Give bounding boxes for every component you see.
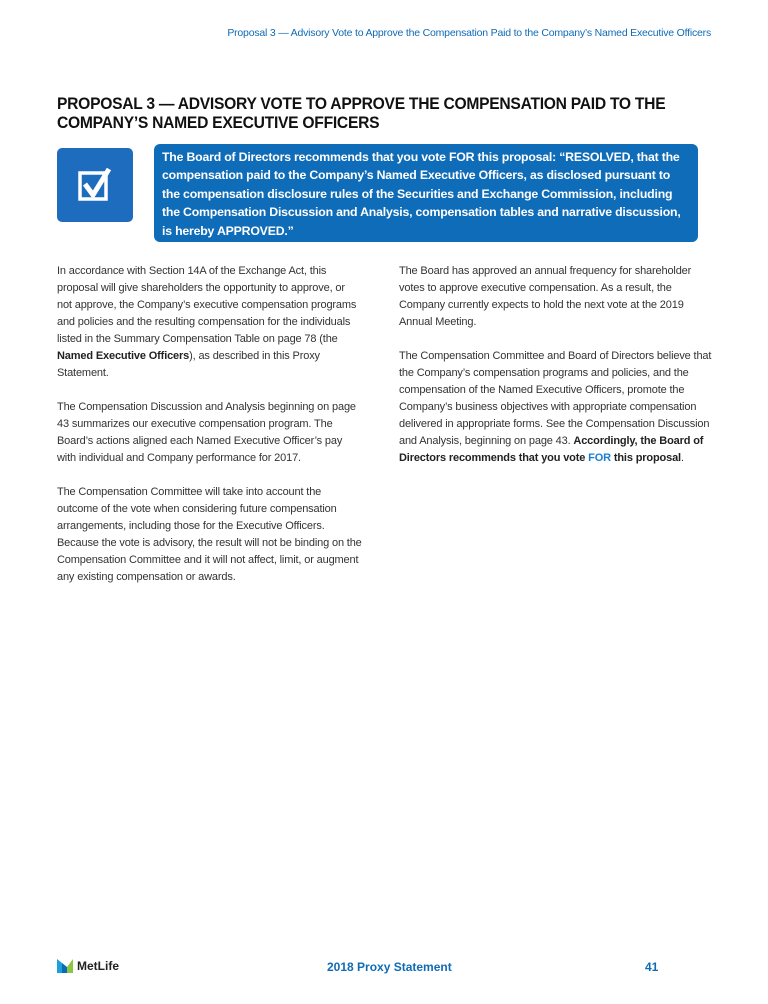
paragraph: The Compensation Discussion and Analysis beginning on page 43 summarizes our executive compensation program. The Board’s actions aligned each Named Executive Officer’s pay with individual and Company performance for 2017. xyxy=(57,401,356,464)
paragraph: The Board has approved an annual frequency for shareholder votes to approve executive compensation. As a result, the Company currently expects to hold the next vote at the 2019 Annual Meeting. xyxy=(399,265,692,328)
text: The Compensation Committee and Board of Directors believe that the Company’s compensation programs and policies, and the compensation of the Named Executive Officers, promote the Company’s business objectives with appropriate compensation delivered in appropriate forms. See the Compensation Discussion and Analysis, beginning on page 43. xyxy=(399,350,712,447)
bold-text: Named Executive Officers xyxy=(57,350,190,362)
checkbox-icon xyxy=(57,148,133,222)
left-column xyxy=(57,263,362,603)
metlife-logo-icon xyxy=(57,959,73,973)
text: . xyxy=(680,452,684,464)
right-column xyxy=(399,263,717,484)
for-highlight: FOR xyxy=(588,452,611,464)
running-header: Proposal 3 — Advisory Vote to Approve the Compensation Paid to the Company’s Named Executive Officers xyxy=(227,27,711,39)
text: ), as described in this Proxy Statement. xyxy=(57,350,320,379)
footer-title: 2018 Proxy Statement xyxy=(327,960,452,974)
paragraph xyxy=(399,348,717,467)
recommendation-callout: The Board of Directors recommends that you vote FOR this proposal: “RESOLVED, that the compensation paid to the Company’s Named Executive Officers, as disclosed pursuant to the compensation disclosure rules of the Securities and Exchange Commission, including the Compensation Discussion and Analysis, compensation tables and narrative discussion, is hereby APPROVED.” xyxy=(154,144,698,242)
text: In accordance with Section 14A of the Exchange Act, this proposal will give shareholders the opportunity to approve, or not approve, the Company’s executive compensation programs and policies and the resulting compensation for the individuals listed in the Summary Compensation Table on page 78 (the xyxy=(57,265,357,345)
page-title: PROPOSAL 3 — ADVISORY VOTE TO APPROVE THE COMPENSATION PAID TO THE COMPANY’S NAMED EXECUTIVE OFFICERS xyxy=(57,94,666,132)
metlife-logo xyxy=(57,959,119,973)
paragraph: The Compensation Committee will take into account the outcome of the vote when considering future compensation arrangements, including those for the Executive Officers. Because the vote is advisory, the result will not be binding on the Compensation Committee and it will not affect, limit, or augment any existing compensation or awards. xyxy=(57,486,362,583)
bold-text: this proposal xyxy=(610,452,681,464)
bold-text: Accordingly, the Board of Directors recommends that you vote xyxy=(399,435,704,464)
paragraph xyxy=(57,263,362,382)
page-number: 41 xyxy=(645,960,659,974)
logo-text: MetLife xyxy=(77,959,119,973)
